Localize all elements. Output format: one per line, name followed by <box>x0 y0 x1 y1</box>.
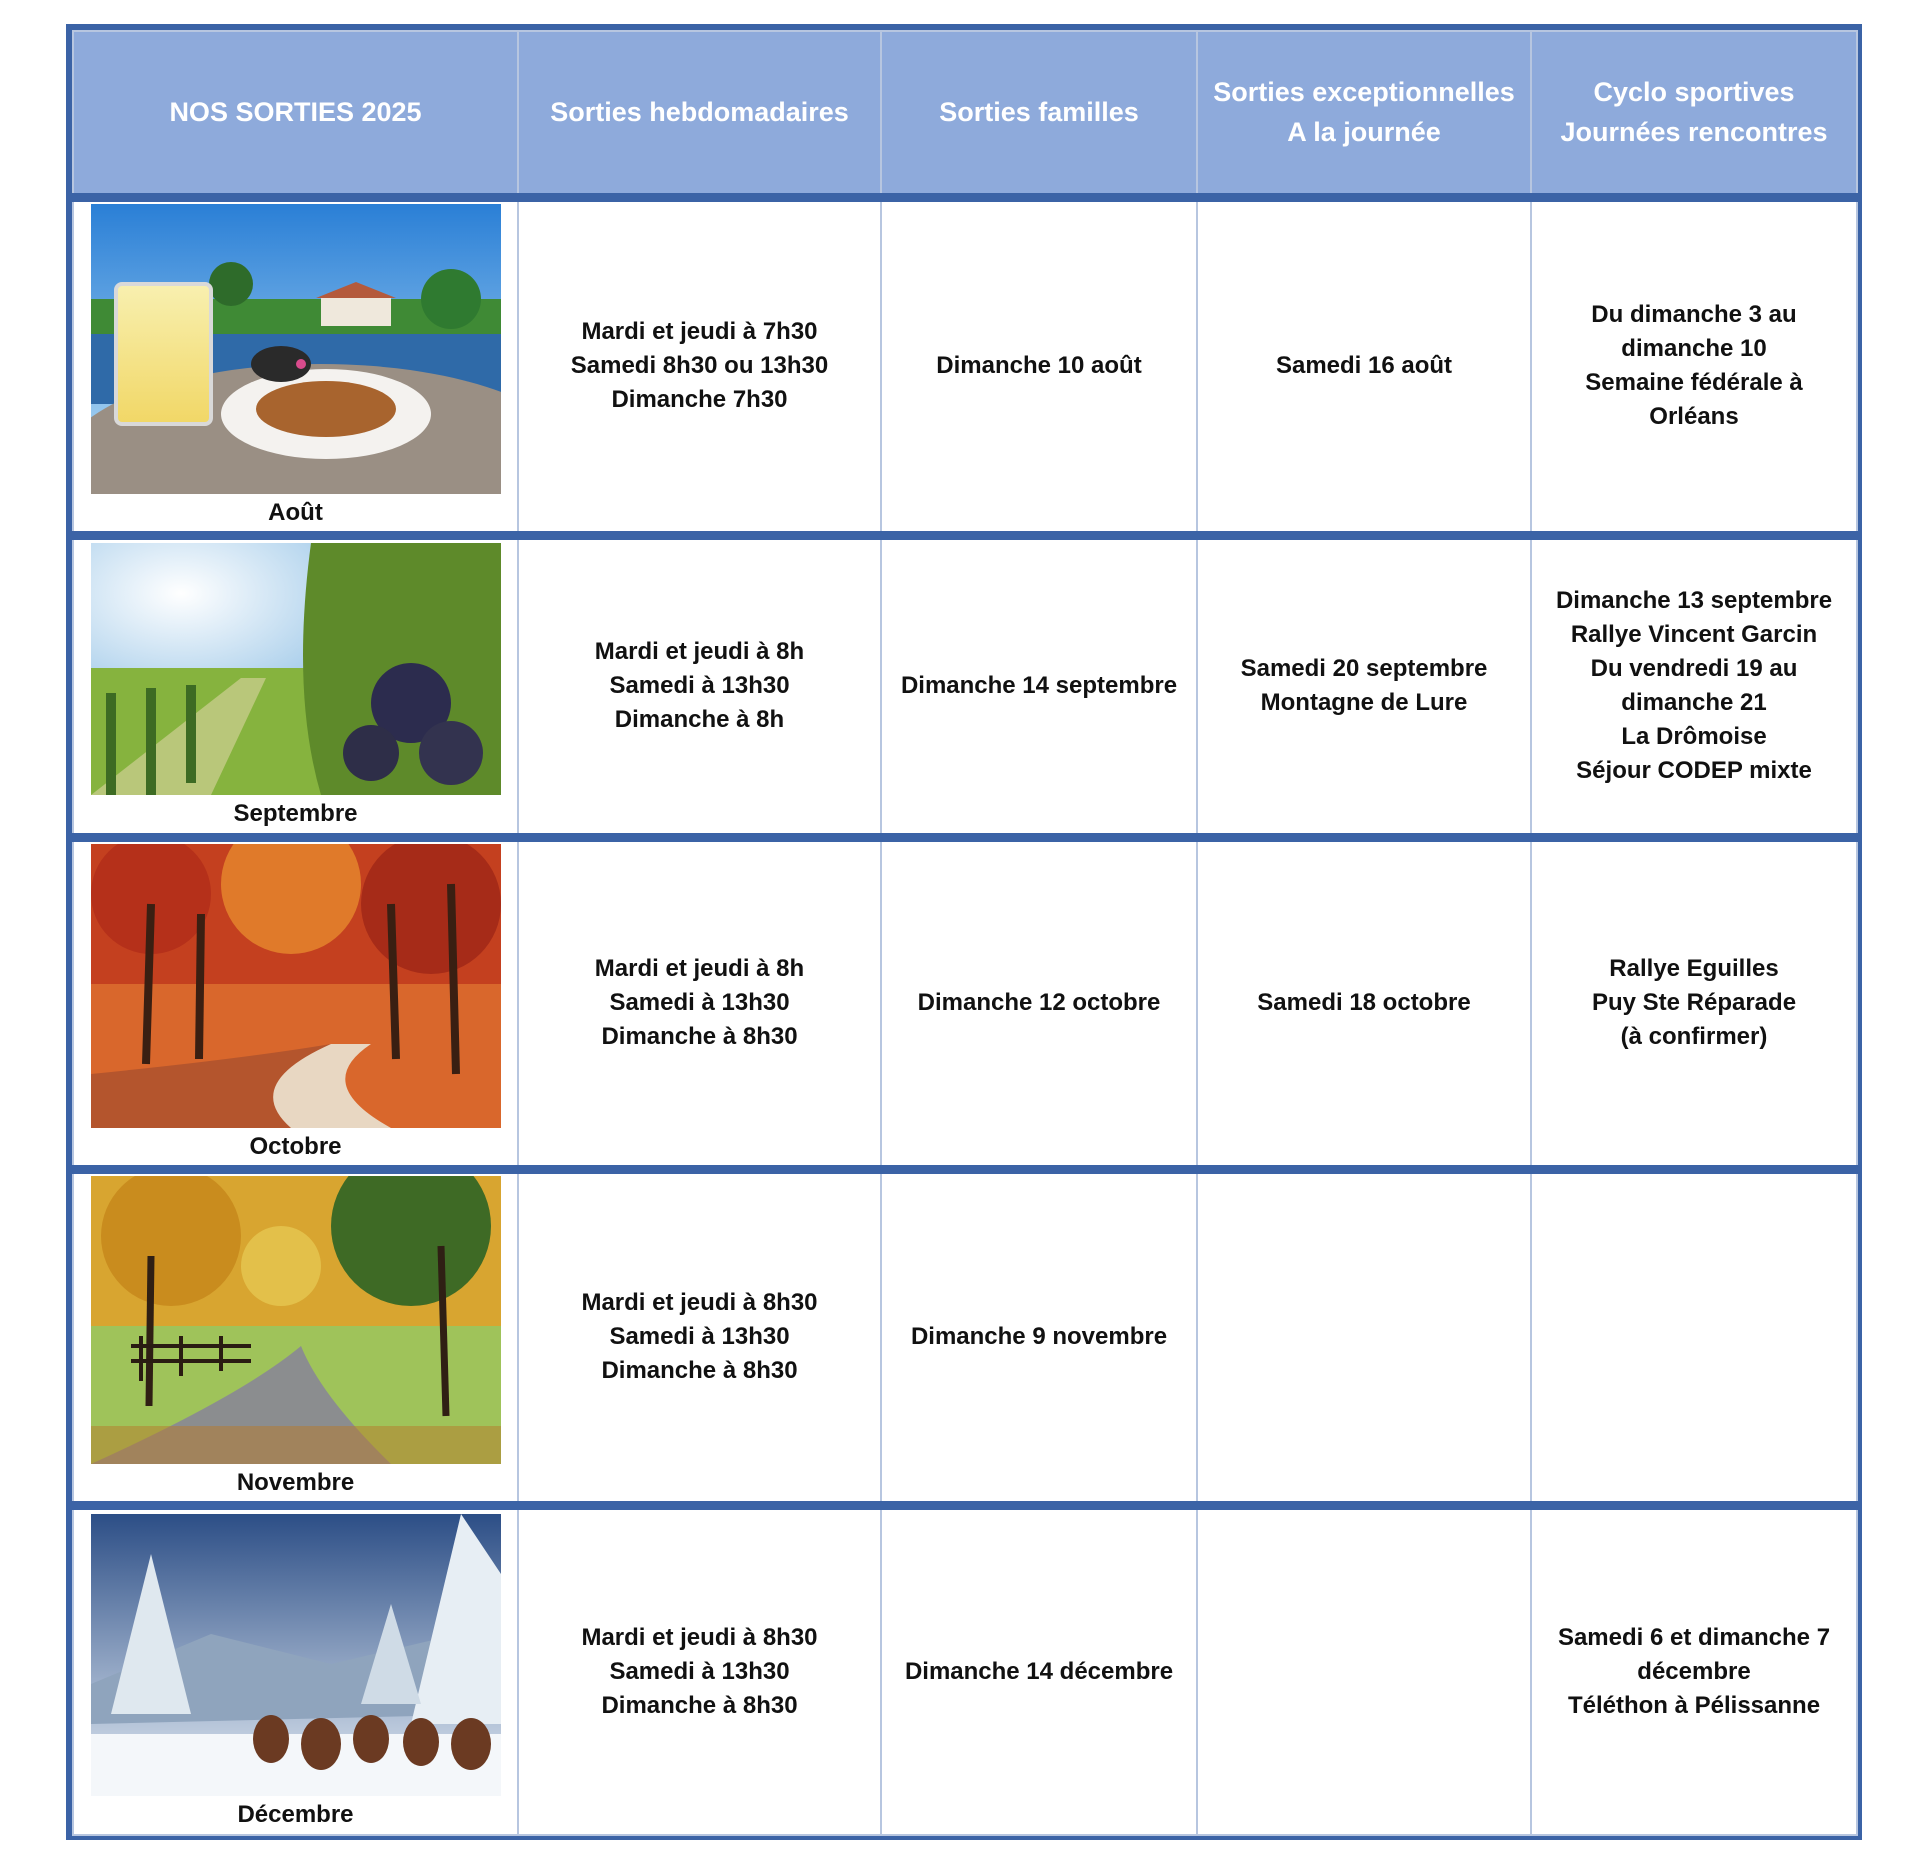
autumn-country-road-photo <box>91 1176 501 1464</box>
month-cell: Septembre <box>73 535 518 837</box>
month-row-decembre <box>73 1505 1857 1835</box>
exceptional-cell: Samedi 18 octobre <box>1197 837 1531 1169</box>
family-cell: Dimanche 12 octobre <box>881 837 1197 1169</box>
schedule-frame <box>66 24 1862 1840</box>
header-exceptional: Sorties exceptionnelles A la journée <box>1197 31 1531 197</box>
family-cell: Dimanche 10 août <box>881 197 1197 535</box>
exceptional-cell <box>1197 1169 1531 1505</box>
cyclo-cell: Rallye Eguilles Puy Ste Réparade (à confirmer) <box>1531 837 1857 1169</box>
family-cell: Dimanche 14 septembre <box>881 535 1197 837</box>
header-weekly: Sorties hebdomadaires <box>518 31 881 197</box>
cyclo-cell: Dimanche 13 septembre Rallye Vincent Garcin Du vendredi 19 au dimanche 21 La Drômoise Séjour CODEP mixte <box>1531 535 1857 837</box>
schedule-table <box>72 30 1858 1836</box>
month-row-aout <box>73 197 1857 535</box>
month-cell: Août <box>73 197 518 535</box>
cyclo-cell <box>1531 1169 1857 1505</box>
family-cell: Dimanche 9 novembre <box>881 1169 1197 1505</box>
family-cell: Dimanche 14 décembre <box>881 1505 1197 1835</box>
exceptional-cell <box>1197 1505 1531 1835</box>
weekly-cell: Mardi et jeudi à 7h30 Samedi 8h30 ou 13h30 Dimanche 7h30 <box>518 197 881 535</box>
weekly-cell: Mardi et jeudi à 8h Samedi à 13h30 Dimanche à 8h <box>518 535 881 837</box>
month-cell: Novembre <box>73 1169 518 1505</box>
month-cell: Décembre <box>73 1505 518 1835</box>
exceptional-cell: Samedi 20 septembre Montagne de Lure <box>1197 535 1531 837</box>
month-row-octobre <box>73 837 1857 1169</box>
cyclo-cell: Samedi 6 et dimanche 7 décembre Téléthon à Pélissanne <box>1531 1505 1857 1835</box>
autumn-forest-path-photo <box>91 844 501 1128</box>
header-title: NOS SORTIES 2025 <box>73 31 518 197</box>
month-row-septembre <box>73 535 1857 837</box>
summer-drink-photo <box>91 204 501 494</box>
exceptional-cell: Samedi 16 août <box>1197 197 1531 535</box>
header-family: Sorties familles <box>881 31 1197 197</box>
header-cyclo: Cyclo sportives Journées rencontres <box>1531 31 1857 197</box>
cyclo-cell: Du dimanche 3 au dimanche 10 Semaine fédérale à Orléans <box>1531 197 1857 535</box>
weekly-cell: Mardi et jeudi à 8h Samedi à 13h30 Dimanche à 8h30 <box>518 837 881 1169</box>
weekly-cell: Mardi et jeudi à 8h30 Samedi à 13h30 Dimanche à 8h30 <box>518 1169 881 1505</box>
vineyard-grapes-photo <box>91 543 501 795</box>
snowy-pinecones-photo <box>91 1514 501 1796</box>
weekly-cell: Mardi et jeudi à 8h30 Samedi à 13h30 Dimanche à 8h30 <box>518 1505 881 1835</box>
month-row-novembre <box>73 1169 1857 1505</box>
header-row <box>73 31 1857 197</box>
month-cell: Octobre <box>73 837 518 1169</box>
